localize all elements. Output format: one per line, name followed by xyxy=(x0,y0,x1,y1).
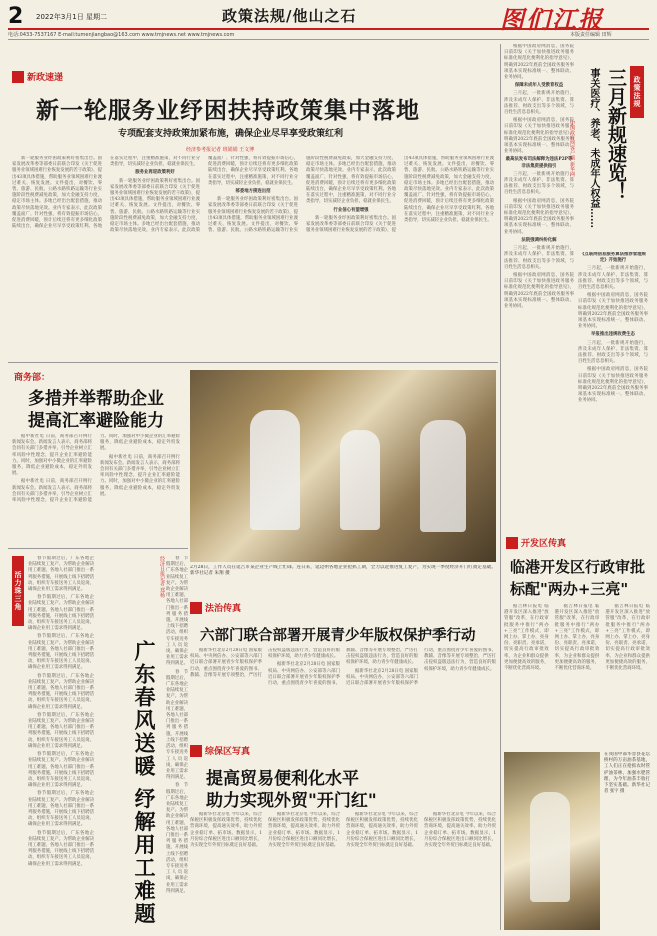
tag-square-icon xyxy=(190,745,202,757)
factory-photo xyxy=(190,370,496,562)
right-subhead-5: 法院强调纠纷化解 xyxy=(521,237,557,243)
vertical-body-left xyxy=(28,556,94,928)
masthead-rule xyxy=(8,28,649,30)
vertical-headline: 广东春风送暖 纾解用工难题 xyxy=(132,640,157,926)
lead-paragraph: 新一轮服务业纾困政策利好密集出台。国家发展改革委等部委日前联合印发《关于促进服务业领域困难行业恢复发展的若干政策》，提出43项具体措施，帮助服务业领域困难行业渡过难关、恢复发展。文件提出，对餐饮、零售、旅游、民航、公路水路铁路运输等行业实施阶段性税费减免政策，加大金融支持力度，稳定市场主体。多地已经出台配套措施，推动政策尽快落地见效。业内专家表示，此次政策覆盖面广、针对性强，将有效提振市场信心，促进消费回暖，预计后续还将有更多细化政策陆续出台，确保企业尽早享受政策红利。各地在落实过程中，注重精准施策，对不同行业分类指导，切实减轻企业负担，稳就业保民生。 xyxy=(12,156,200,230)
right-paragraph: 三月起，一批新规开始施行，涉及未成年人保护、非法集资、算法推荐、财政支出等多个领域，与百姓生活息息相关。 xyxy=(578,340,648,365)
right-paragraph: 根据中国政府网消息，国务院日前印发《关于加快推进政务服务标准化规范化便利化的指导意见》，明确到2022年底前全国政务服务事项基本实现标准统一、整体联动、业务协同。 xyxy=(504,44,574,81)
vertical-paragraph: 春节假期过后，广东各地企业陆续复工复产。为帮助企业解决用工难题，各地人社部门推出一系列服务措施，开展线上线下招聘活动，组织专车接送务工人员返岗，确保企业用工需求得到满足。 xyxy=(28,712,94,749)
feature-headline-1: 三月新规速览！ xyxy=(605,68,627,201)
law-tag xyxy=(190,601,241,614)
lead-subhead-1: 服务业再迎政策利好 xyxy=(135,170,175,176)
law-paragraph: 据新华社北京2月28日电 国家版权局、中央网信办、公安部等六部门近日联合部署开展青少年版权保护季行动，重点围绕青少年喜爱的图书、教辅、音像等开展专项整治，严厉打击侵权盗版违法行为，营造良好的版权保护环境，助力青少年健康成长。 xyxy=(346,648,496,687)
vertical-paragraph: 春节假期过后，广东各地企业陆续复工复产。为帮助企业解决用工难题，各地人社部门推出一系列服务措施，开展线上线下招聘活动，组织专车接送务工人员返岗，确保企业用工需求得到满足。 xyxy=(166,783,188,894)
photo-caption: 2月28日，工作人员在延吉市某企业生产线上忙碌。连日来，延边州各地企业抢抓工期，全力以赴推进复工复产，为实现一季度经济开门红奠定基础。新华社记者 朱翔 摄 xyxy=(190,565,496,577)
vertical-paragraph: 春节假期过后，广东各地企业陆续复工复产。为帮助企业解决用工难题，各地人社部门推出一系列服务措施，开展线上线下招聘活动，组织专车接送务工人员返岗，确保企业用工需求得到满足。 xyxy=(166,669,188,781)
right-paragraph: 三月起，一批新规开始施行，涉及未成年人保护、非法集资、算法推荐、财政支出等多个领域，与百姓生活息息相关。 xyxy=(578,266,648,291)
vertical-byline: 经济日报记者 郑杨 xyxy=(159,556,165,598)
feature-body xyxy=(578,252,648,524)
feature-tag: 政策法规 xyxy=(630,66,644,118)
trade-headline-2: 助力实现外贸"开门红" xyxy=(206,791,377,811)
right-paragraph: 三月起，一批新规开始施行，涉及未成年人保护、非法集资、算法推荐、财政支出等多个领域，与百姓生活息息相关。 xyxy=(504,171,574,196)
tea-plantation-photo xyxy=(504,752,600,930)
right-subhead-1: 保障未成年人受教育权益 xyxy=(514,83,564,89)
commerce-paragraph: 据中新社电 日前，商务部召开例行新闻发布会。新闻发言人表示，商务部将会同有关部门多措并举，引导企业树立汇率风险中性理念，提升企业汇率避险能力。同时，加强对中小微企业的汇率避险服务，降低企业避险成本，稳定外贸发展。 xyxy=(12,434,180,504)
right-paragraph: 三月起，一批新规开始施行，涉及未成年人保护、非法集资、算法推荐、财政支出等多个领域，与百姓生活息息相关。 xyxy=(504,246,574,270)
vertical-paragraph: 春节假期过后，广东各地企业陆续复工复产。为帮助企业解决用工难题，各地人社部门推出一系列服务措施，开展线上线下招聘活动，组织专车接送务工人员返岗，确保企业用工需求得到满足。 xyxy=(28,595,94,632)
commerce-tag: 商务部： xyxy=(14,373,51,383)
feature-headline-2: 事关医疗、养老、未成年人权益…… xyxy=(588,68,599,228)
vertical-paragraph: 春节假期过后，广东各地企业陆续复工复产。为帮助企业解决用工难题，各地人社部门推出一系列服务措施，开展线上线下招聘活动，组织专车接送务工人员返岗，确保企业用工需求得到满足。 xyxy=(28,791,94,828)
trade-tag-text: 综保区写真 xyxy=(205,747,251,757)
photo-worker-shape xyxy=(340,430,380,530)
vertical-paragraph: 春节假期过后，广东各地企业陆续复工复产。为帮助企业解决用工难题，各地人社部门推出一系列服务措施，开展线上线下招聘活动，组织专车接送务工人员返岗，确保企业用工需求得到满足。 xyxy=(28,634,94,671)
page-number: 2 xyxy=(8,4,24,29)
masthead-rule-thin xyxy=(8,39,649,40)
right-paragraph: 三月起，一批新规开始施行，涉及未成年人保护、非法集资、算法推荐、财政支出等多个领域，与百姓生活息息相关。 xyxy=(504,91,574,116)
tag-square-icon xyxy=(12,71,24,83)
lead-subheadline: 专项配套支持政策加紧布施，确保企业尽早享受政策红利 xyxy=(118,129,344,139)
lead-paragraph: 新一轮服务业纾困政策利好密集出台。国家发展改革委等部委日前联合印发《关于促进服务业领域困难行业恢复发展的若干政策》，提出43项具体措施，帮助服务业领域困难行业渡过难关、恢复发展。文件提出，对餐饮、零售、旅游、民航、公路水路铁路运输等行业实施阶段性税费减免政策，加大金融支持力度，稳定市场主体。多地已经出台配套措施，推动政策尽快落地见效。业内专家表示，此次政策覆盖面广、针对性强，将有效提振市场信心，促进消费回暖，预计后续还将有更多细化政策陆续出台，确保企业尽早享受政策红利。各地在落实过程中，注重精准施策，对不同行业分类指导，切实减轻企业负担，稳就业保民生。 xyxy=(208,156,396,234)
commerce-headline-2: 提高汇率避险能力 xyxy=(28,411,164,431)
contact-line: 电话:0433-7537167 E-mail:tumenjiangbao@163.com www.tmjnews.net www.tmjnews.com xyxy=(8,32,235,38)
vertical-paragraph: 春节假期过后，广东各地企业陆续复工复产。为帮助企业解决用工难题，各地人社部门推出一系列服务措施，开展线上线下招聘活动，组织专车接送务工人员返岗，确保企业用工需求得到满足。 xyxy=(28,830,94,867)
lead-tag-text: 新政速递 xyxy=(27,73,64,83)
linqu-tag-text: 开发区传真 xyxy=(521,539,567,549)
trade-paragraph: 据新华社北京电 今年以来，综合保税区积极发挥政策优势，持续优化营商环境，提高通关效率，助力外贸企业稳订单、拓市场。数据显示，1月份综合保税区进出口额同比增长，为实现全年外贸目标奠定良好基础。 xyxy=(268,812,340,849)
right-subhead-3: 《互联网信息服务算法推荐管理规定》开始施行 xyxy=(580,252,646,264)
tag-square-icon xyxy=(506,537,518,549)
lead-bottom-rule xyxy=(8,362,498,363)
vertical-body-right xyxy=(166,556,188,928)
feature-source: 中国政府网客户端 新华网 xyxy=(569,120,575,177)
trade-body xyxy=(190,812,496,930)
photo-worker-shape xyxy=(250,410,300,530)
right-paragraph: 根据中国政府网消息，国务院日前印发《关于加快推进政务服务标准化规范化便利化的指导意见》，明确到2022年底前全国政务服务事项基本实现标准统一、整体联动、业务协同。 xyxy=(578,367,648,404)
right-paragraph: 根据中国政府网消息，国务院日前印发《关于加快推进政务服务标准化规范化便利化的指导意见》，明确到2022年底前全国政务服务事项基本实现标准统一、整体联动、业务协同。 xyxy=(504,272,574,309)
commerce-body xyxy=(12,434,180,544)
trade-paragraph: 据新华社北京电 今年以来，综合保税区积极发挥政策优势，持续优化营商环境，提高通关效率，助力外贸企业稳订单、拓市场。数据显示，1月份综合保税区进出口额同比增长，为实现全年外贸目标奠定良好基础。 xyxy=(346,812,418,849)
trade-paragraph: 据新华社北京电 今年以来，综合保税区积极发挥政策优势，持续优化营商环境，提高通关效率，助力外贸企业稳订单、拓市场。数据显示，1月份综合保税区进出口额同比增长，为实现全年外贸目标奠定良好基础。 xyxy=(190,812,262,849)
right-column-body xyxy=(504,44,574,524)
vertical-paragraph: 春节假期过后，广东各地企业陆续复工复产。为帮助企业解决用工难题，各地人社部门推出一系列服务措施，开展线上线下招聘活动，组织专车接送务工人员返岗，确保企业用工需求得到满足。 xyxy=(28,556,94,593)
law-paragraph: 据新华社北京2月28日电 国家版权局、中央网信办、公安部等六部门近日联合部署开展青少年版权保护季行动，重点围绕青少年喜爱的图书、教辅、音像等开展专项整治，严厉打击侵权盗版违法行为，营造良好的版权保护环境，助力青少年健康成长。 xyxy=(190,648,340,678)
lead-subhead-2: 部委地方接连出招 xyxy=(235,189,271,195)
linqu-paragraph: 据吉林日报电 临港开发区深入推进"放管服"改革，在行政审批服务中推行"两办+三亮"工作模式，即网上办、掌上办，亮身份、亮职责、亮承诺，切实提高行政审批效率，为企业和群众提供更加便捷高效的服务，不断优化营商环境。 xyxy=(504,604,549,672)
bottom-right-caption: 在我国中部华容县花坛桥村的万亩油茶基地，工人们正在抢抓农时管护油茶林，加强水肥管理，为今年油茶丰收打下坚实基础。新华社记者 张宇 摄 xyxy=(604,752,650,795)
lead-paragraph: 新一轮服务业纾困政策利好密集出台。国家发展改革委等部委日前联合印发《关于促进服务业领域困难行业恢复发展的若干政策》，提出43项具体措施，帮助服务业领域困难行业渡过难关、恢复发展。文件提出，对餐饮、零售、旅游、民航、公路水路铁路运输等行业实施阶段性税费减免政策，加大金融支持力度，稳定市场主体。多地已经出台配套措施，推动政策尽快落地见效。业内专家表示，此次政策覆盖面广、针对性强，将有效提振市场信心，促进消费回暖，预计后续还将有更多细化政策陆续出台，确保企业尽早享受政策红利。各地在落实过程中，注重精准施策，对不同行业分类指导，切实减轻企业负担，稳就业保民生。 xyxy=(306,156,494,234)
commerce-headline-1: 多措并举帮助企业 xyxy=(28,389,164,409)
right-paragraph: 根据中国政府网消息，国务院日前印发《关于加快推进政务服务标准化规范化便利化的指导意见》，明确到2022年底前全国政务服务事项基本实现标准统一、整体联动、业务协同。 xyxy=(504,198,574,235)
right-subhead-2: 最高法发布司法解释为违法P2P等非法集资提供指引 xyxy=(505,157,573,169)
law-body xyxy=(190,648,496,740)
right-paragraph: 根据中国政府网消息，国务院日前印发《关于加快推进政务服务标准化规范化便利化的指导意见》，明确到2022年底前全国政务服务事项基本实现标准统一、整体联动、业务协同。 xyxy=(504,118,574,155)
section-title: 政策法规/他山之石 xyxy=(222,7,357,25)
lead-body xyxy=(12,156,494,358)
tag-square-icon xyxy=(190,602,202,614)
column-divider xyxy=(500,44,501,930)
photo-worker-shape xyxy=(530,792,570,902)
right-subhead-4: 早报推出违规收费生态 xyxy=(591,332,635,338)
lead-paragraph: 新一轮服务业纾困政策利好密集出台。国家发展改革委等部委日前联合印发《关于促进服务业领域困难行业恢复发展的若干政策》，提出43项具体措施，帮助服务业领域困难行业渡过难关、恢复发展。文件提出，对餐饮、零售、旅游、民航、公路水路铁路运输等行业实施阶段性税费减免政策，加大金融支持力度，稳定市场主体。多地已经出台配套措施，推动政策尽快落地见效。业内专家表示，此次政策覆盖面广、针对性强，将有效提振市场信心，促进消费回暖，预计后续还将有更多细化政策陆续出台，确保企业尽早享受政策红利。各地在落实过程中，注重精准施策，对不同行业分类指导，切实减轻企业负担，稳就业保民生。 xyxy=(110,156,298,234)
trade-tag xyxy=(190,744,250,757)
lead-byline: 经济参考报记者 班娟娟 王文博 xyxy=(186,147,255,153)
photo-worker-shape xyxy=(420,420,466,532)
linqu-paragraph: 据吉林日报电 临港开发区深入推进"放管服"改革，在行政审批服务中推行"两办+三亮"工作模式，即网上办、掌上办，亮身份、亮职责、亮承诺，切实提高行政审批效率，为企业和群众提供更加便捷高效的服务，不断优化营商环境。 xyxy=(605,604,650,672)
linqu-body xyxy=(504,604,650,746)
linqu-tag xyxy=(506,536,566,549)
lead-headline: 新一轮服务业纾困扶持政策集中落地 xyxy=(36,97,420,124)
newspaper-logo: 图们江报 xyxy=(500,5,604,34)
right-paragraph: 根据中国政府网消息，国务院日前印发《关于加快推进政务服务标准化规范化便利化的指导意见》，明确到2022年底前全国政务服务事项基本实现标准统一、整体联动、业务协同。 xyxy=(578,293,648,330)
editor-line: 本版责任编辑 田辉 xyxy=(570,32,612,38)
commerce-bottom-rule xyxy=(8,548,188,549)
lead-tag xyxy=(12,70,63,83)
law-paragraph: 据新华社北京2月28日电 国家版权局、中央网信办、公安部等六部门近日联合部署开展青少年版权保护季行动，重点围绕青少年喜爱的图书、教辅、音像等开展专项整治，严厉打击侵权盗版违法行为，营造良好的版权保护环境，助力青少年健康成长。 xyxy=(268,648,418,687)
date-line: 2022年3月1日 星期二 xyxy=(36,13,107,21)
vertical-paragraph: 春节假期过后，广东各地企业陆续复工复产。为帮助企业解决用工难题，各地人社部门推出一系列服务措施，开展线上线下招聘活动，组织专车接送务工人员返岗，确保企业用工需求得到满足。 xyxy=(28,673,94,710)
vertical-tag: 活力珠三角 xyxy=(12,556,24,626)
commerce-paragraph: 据中新社电 日前，商务部召开例行新闻发布会。新闻发言人表示，商务部将会同有关部门多措并举，引导企业树立汇率风险中性理念，提升企业汇率避险能力。同时，加强对中小微企业的汇率避险服务，降低企业避险成本，稳定外贸发展。 xyxy=(100,454,180,497)
law-headline: 六部门联合部署开展青少年版权保护季行动 xyxy=(200,627,476,644)
commerce-paragraph: 据中新社电 日前，商务部召开例行新闻发布会。新闻发言人表示，商务部将会同有关部门多措并举，引导企业树立汇率风险中性理念，提升企业汇率避险能力。同时，加强对中小微企业的汇率避险服务，降低企业避险成本，稳定外贸发展。 xyxy=(12,434,92,477)
lead-subhead-3: 行业信心有望增强 xyxy=(333,207,369,213)
trade-paragraph: 据新华社北京电 今年以来，综合保税区积极发挥政策优势，持续优化营商环境，提高通关效率，助力外贸企业稳订单、拓市场。数据显示，1月份综合保税区进出口额同比增长，为实现全年外贸目标奠定良好基础。 xyxy=(424,812,496,849)
feature-box xyxy=(578,58,648,248)
linqu-headline: 临港开发区行政审批标配"两办+三亮" xyxy=(510,558,646,598)
law-tag-text: 法治传真 xyxy=(205,604,242,614)
vertical-paragraph: 春节假期过后，广东各地企业陆续复工复产。为帮助企业解决用工难题，各地人社部门推出一系列服务措施，开展线上线下招聘活动，组织专车接送务工人员返岗，确保企业用工需求得到满足。 xyxy=(28,752,94,789)
linqu-paragraph: 据吉林日报电 临港开发区深入推进"放管服"改革，在行政审批服务中推行"两办+三亮"工作模式，即网上办、掌上办，亮身份、亮职责、亮承诺，切实提高行政审批效率，为企业和群众提供更加便捷高效的服务，不断优化营商环境。 xyxy=(554,604,600,672)
trade-headline-1: 提高贸易便利化水平 xyxy=(206,769,359,789)
vertical-paragraph: 春节假期过后，广东各地企业陆续复工复产。为帮助企业解决用工难题，各地人社部门推出一系列服务措施，开展线上线下招聘活动，组织专车接送务工人员返岗，确保企业用工需求得到满足。 xyxy=(166,556,188,667)
